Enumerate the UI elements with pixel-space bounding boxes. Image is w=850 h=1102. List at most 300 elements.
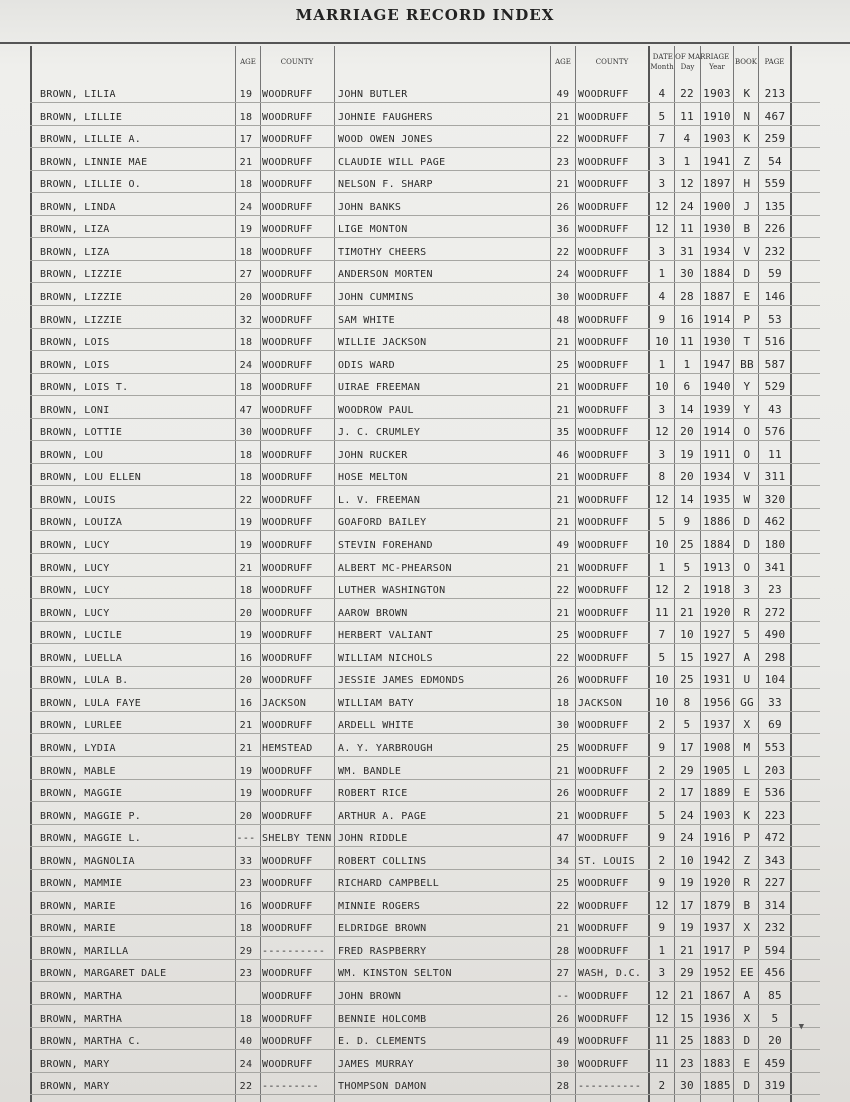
record-spouse: JOHNIE FAUGHERS bbox=[338, 111, 433, 123]
row-rule bbox=[30, 779, 820, 780]
record-name: BROWN, LIZZIE bbox=[40, 314, 123, 326]
record-spouse-county: ST. LOUIS bbox=[578, 855, 635, 867]
record-year: 1956 bbox=[703, 695, 731, 709]
record-age: 18 bbox=[239, 449, 253, 461]
margin-mark: ▼ bbox=[798, 1022, 804, 1032]
record-year: 1947 bbox=[703, 357, 731, 371]
record-name: BROWN, MARIE bbox=[40, 923, 116, 935]
record-spouse: JESSIE JAMES EDMONDS bbox=[338, 675, 465, 687]
record-county: WOODRUFF bbox=[262, 382, 313, 394]
record-spouse-county: WOODRUFF bbox=[578, 900, 629, 912]
record-spouse-county: WOODRUFF bbox=[578, 156, 629, 168]
record-book: D bbox=[743, 1034, 751, 1048]
record-name: BROWN, LINNIE MAE bbox=[40, 156, 148, 168]
record-day: 29 bbox=[680, 763, 694, 777]
row-rule bbox=[30, 192, 820, 193]
record-county: WOODRUFF bbox=[262, 291, 313, 303]
record-name: BROWN, LOUIZA bbox=[40, 517, 123, 529]
record-page: 490 bbox=[764, 628, 786, 642]
table-row bbox=[0, 895, 850, 915]
table-row bbox=[0, 1008, 850, 1028]
record-book: B bbox=[743, 898, 751, 912]
record-month: 9 bbox=[658, 740, 666, 754]
record-day: 17 bbox=[680, 786, 694, 800]
record-spouse-county: WOODRUFF bbox=[578, 494, 629, 506]
record-page: 11 bbox=[768, 447, 782, 461]
record-spouse-county: WOODRUFF bbox=[578, 179, 629, 191]
record-spouse-county: WOODRUFF bbox=[578, 878, 629, 890]
record-day: 1 bbox=[683, 357, 691, 371]
record-spouse: AAROW BROWN bbox=[338, 607, 408, 619]
record-year: 1889 bbox=[703, 786, 731, 800]
record-county: WOODRUFF bbox=[262, 427, 313, 439]
record-book: E bbox=[743, 786, 751, 800]
record-book: Y bbox=[743, 402, 751, 416]
record-name: BROWN, MARGARET DALE bbox=[40, 968, 167, 980]
header-date-of-marriage: DATE OF MARRIAGE bbox=[652, 53, 730, 61]
record-spouse-county: WOODRUFF bbox=[578, 765, 629, 777]
record-spouse: HERBERT VALIANT bbox=[338, 630, 433, 642]
record-year: 1939 bbox=[703, 402, 731, 416]
record-age: 22 bbox=[239, 1081, 253, 1093]
record-spouse-age: 23 bbox=[556, 156, 570, 168]
record-name: BROWN, LONI bbox=[40, 404, 110, 416]
record-spouse-age: 21 bbox=[556, 404, 570, 416]
record-spouse: JAMES MURRAY bbox=[338, 1058, 414, 1070]
record-spouse-age: 21 bbox=[556, 517, 570, 529]
record-spouse-age: 25 bbox=[556, 630, 570, 642]
row-rule bbox=[30, 981, 820, 982]
record-book: K bbox=[743, 87, 751, 100]
record-page: 314 bbox=[764, 898, 786, 912]
record-age: 18 bbox=[239, 382, 253, 394]
record-age: 27 bbox=[239, 269, 253, 281]
table-row bbox=[0, 421, 850, 441]
table-row bbox=[0, 850, 850, 870]
row-rule bbox=[30, 756, 820, 757]
record-name: BROWN, MAGGIE L. bbox=[40, 833, 142, 845]
record-county: WOODRUFF bbox=[262, 585, 313, 597]
record-spouse: RICHARD CAMPBELL bbox=[338, 878, 440, 890]
record-county: WOODRUFF bbox=[262, 765, 313, 777]
record-spouse: A. Y. YARBROUGH bbox=[338, 742, 433, 754]
record-page: 587 bbox=[764, 357, 786, 371]
row-rule bbox=[30, 553, 820, 554]
record-age: 19 bbox=[239, 540, 253, 551]
row-rule bbox=[30, 395, 820, 396]
record-name: BROWN, LUCY bbox=[40, 540, 110, 551]
record-year: 1916 bbox=[703, 831, 731, 845]
record-spouse: WILLIAM BATY bbox=[338, 697, 414, 709]
record-age: 19 bbox=[239, 630, 253, 642]
table-row bbox=[0, 624, 850, 644]
record-spouse-county: WOODRUFF bbox=[578, 833, 629, 845]
record-age: 18 bbox=[239, 179, 253, 191]
record-page: 53 bbox=[768, 312, 782, 326]
header-county: COUNTY bbox=[280, 58, 314, 66]
record-year: 1935 bbox=[703, 492, 731, 506]
table-row bbox=[0, 805, 850, 825]
record-county: ---------- bbox=[262, 945, 326, 957]
record-day: 1 bbox=[683, 154, 691, 168]
table-row bbox=[0, 714, 850, 734]
record-county: WOODRUFF bbox=[262, 720, 313, 732]
table-row bbox=[0, 1053, 850, 1073]
record-age: 33 bbox=[239, 855, 253, 867]
record-spouse: J. C. CRUMLEY bbox=[338, 427, 421, 439]
record-county: WOODRUFF bbox=[262, 991, 313, 1002]
record-county: WOODRUFF bbox=[262, 1058, 313, 1070]
record-day: 11 bbox=[680, 335, 694, 349]
record-spouse-age: 28 bbox=[556, 945, 570, 957]
record-spouse: E. D. CLEMENTS bbox=[338, 1036, 427, 1048]
record-year: 1884 bbox=[703, 267, 731, 281]
record-name: BROWN, LULA FAYE bbox=[40, 697, 142, 709]
table-row bbox=[0, 872, 850, 892]
record-spouse-age: 21 bbox=[556, 810, 570, 822]
record-day: 31 bbox=[680, 244, 694, 258]
record-page: 85 bbox=[768, 989, 782, 1002]
record-year: 1900 bbox=[703, 199, 731, 213]
record-name: BROWN, MAGGIE bbox=[40, 788, 123, 800]
record-age: 24 bbox=[239, 359, 253, 371]
row-rule bbox=[30, 666, 820, 667]
record-page: 472 bbox=[764, 831, 786, 845]
record-age: 23 bbox=[239, 968, 253, 980]
record-book: H bbox=[743, 177, 751, 191]
record-day: 15 bbox=[680, 650, 694, 664]
record-day: 30 bbox=[680, 1079, 694, 1093]
record-book: O bbox=[743, 560, 751, 574]
record-spouse-age: 24 bbox=[556, 269, 570, 281]
record-book: J bbox=[743, 199, 751, 213]
table-row bbox=[0, 263, 850, 283]
record-age: 40 bbox=[239, 1036, 253, 1048]
record-county: WOODRUFF bbox=[262, 314, 313, 326]
table-row bbox=[0, 827, 850, 847]
record-page: 227 bbox=[764, 876, 786, 890]
record-name: BROWN, LULA B. bbox=[40, 675, 129, 687]
record-day: 5 bbox=[683, 718, 691, 732]
record-spouse-age: 21 bbox=[556, 494, 570, 506]
record-page: 180 bbox=[764, 538, 786, 551]
record-book: D bbox=[743, 1079, 751, 1093]
record-spouse-age: 25 bbox=[556, 359, 570, 371]
record-county: WOODRUFF bbox=[262, 359, 313, 371]
record-spouse: MINNIE ROGERS bbox=[338, 900, 421, 912]
table-row bbox=[0, 151, 850, 171]
record-spouse-age: 22 bbox=[556, 900, 570, 912]
record-year: 1911 bbox=[703, 447, 731, 461]
record-year: 1920 bbox=[703, 605, 731, 619]
record-month: 4 bbox=[658, 87, 666, 100]
record-name: BROWN, MARTHA C. bbox=[40, 1036, 142, 1048]
record-year: 1883 bbox=[703, 1056, 731, 1070]
record-spouse-county: WOODRUFF bbox=[578, 404, 629, 416]
record-book: D bbox=[743, 538, 751, 551]
record-age: 17 bbox=[239, 134, 253, 146]
record-name: BROWN, MAMMIE bbox=[40, 878, 123, 890]
record-day: 24 bbox=[680, 199, 694, 213]
record-county: WOODRUFF bbox=[262, 269, 313, 281]
record-name: BROWN, MAGNOLIA bbox=[40, 855, 135, 867]
record-month: 2 bbox=[658, 853, 666, 867]
table-row bbox=[0, 241, 850, 261]
record-book: M bbox=[743, 740, 751, 754]
record-name: BROWN, LUCY bbox=[40, 585, 110, 597]
row-rule bbox=[30, 170, 820, 171]
table-row bbox=[0, 917, 850, 937]
record-spouse: JOHN RIDDLE bbox=[338, 833, 408, 845]
record-spouse-age: 49 bbox=[556, 1036, 570, 1048]
row-rule bbox=[30, 869, 820, 870]
record-month: 12 bbox=[655, 1011, 669, 1025]
row-rule bbox=[30, 237, 820, 238]
record-age: 18 bbox=[239, 337, 253, 349]
record-county: WOODRUFF bbox=[262, 404, 313, 416]
record-year: 1918 bbox=[703, 583, 731, 597]
record-county: JACKSON bbox=[262, 697, 307, 709]
record-page: 462 bbox=[764, 515, 786, 529]
record-spouse: SAM WHITE bbox=[338, 314, 395, 326]
record-county: WOODRUFF bbox=[262, 878, 313, 890]
record-age: 18 bbox=[239, 246, 253, 258]
record-month: 2 bbox=[658, 718, 666, 732]
record-year: 1903 bbox=[703, 87, 731, 100]
record-month: 10 bbox=[655, 695, 669, 709]
record-year: 1903 bbox=[703, 132, 731, 146]
row-rule bbox=[30, 733, 820, 734]
record-year: 1934 bbox=[703, 470, 731, 484]
record-spouse: ARTHUR A. PAGE bbox=[338, 810, 427, 822]
record-age: 19 bbox=[239, 788, 253, 800]
record-day: 24 bbox=[680, 808, 694, 822]
record-book: U bbox=[743, 673, 751, 687]
record-age: --- bbox=[236, 833, 256, 845]
record-day: 4 bbox=[683, 132, 691, 146]
record-spouse-county: WOODRUFF bbox=[578, 224, 629, 236]
record-year: 1920 bbox=[703, 876, 731, 890]
record-name: BROWN, MARIE bbox=[40, 900, 116, 912]
record-book: EE bbox=[740, 966, 754, 980]
record-spouse: JOHN BROWN bbox=[338, 991, 402, 1002]
record-spouse: L. V. FREEMAN bbox=[338, 494, 421, 506]
row-rule bbox=[30, 125, 820, 126]
record-name: BROWN, LOTTIE bbox=[40, 427, 123, 439]
record-month: 9 bbox=[658, 831, 666, 845]
record-age: 30 bbox=[239, 427, 253, 439]
record-page: 232 bbox=[764, 244, 786, 258]
record-book: GG bbox=[740, 695, 754, 709]
record-day: 10 bbox=[680, 853, 694, 867]
row-rule bbox=[30, 463, 820, 464]
record-age: 18 bbox=[239, 111, 253, 123]
record-book: Z bbox=[743, 154, 751, 168]
record-page: 213 bbox=[764, 87, 786, 100]
record-spouse-county: ---------- bbox=[578, 1081, 642, 1093]
record-book: N bbox=[743, 109, 751, 123]
record-spouse: WILLIAM NICHOLS bbox=[338, 652, 433, 664]
record-spouse: JOHN CUMMINS bbox=[338, 291, 414, 303]
record-spouse-age: 22 bbox=[556, 134, 570, 146]
record-spouse-county: WOODRUFF bbox=[578, 1058, 629, 1070]
record-county: WOODRUFF bbox=[262, 968, 313, 980]
record-page: 456 bbox=[764, 966, 786, 980]
row-rule bbox=[30, 147, 820, 148]
record-book: Z bbox=[743, 853, 751, 867]
record-spouse-county: WOODRUFF bbox=[578, 1013, 629, 1025]
record-book: L bbox=[743, 763, 751, 777]
record-year: 1914 bbox=[703, 425, 731, 439]
record-page: 559 bbox=[764, 177, 786, 191]
record-day: 14 bbox=[680, 492, 694, 506]
record-page: 320 bbox=[764, 492, 786, 506]
record-page: 33 bbox=[768, 695, 782, 709]
record-book: P bbox=[743, 943, 751, 957]
record-spouse-county: WOODRUFF bbox=[578, 652, 629, 664]
record-day: 15 bbox=[680, 1011, 694, 1025]
record-page: 529 bbox=[764, 380, 786, 394]
record-spouse-county: WOODRUFF bbox=[578, 111, 629, 123]
record-year: 1910 bbox=[703, 109, 731, 123]
record-name: BROWN, MABLE bbox=[40, 765, 116, 777]
record-book: E bbox=[743, 1056, 751, 1070]
record-county: WOODRUFF bbox=[262, 156, 313, 168]
record-year: 1917 bbox=[703, 943, 731, 957]
record-name: BROWN, LIZZIE bbox=[40, 269, 123, 281]
record-day: 19 bbox=[680, 876, 694, 890]
record-month: 1 bbox=[658, 357, 666, 371]
row-rule bbox=[30, 305, 820, 306]
record-day: 30 bbox=[680, 267, 694, 281]
record-county: WOODRUFF bbox=[262, 517, 313, 529]
record-county: WOODRUFF bbox=[262, 224, 313, 236]
record-book: O bbox=[743, 447, 751, 461]
record-spouse-age: 21 bbox=[556, 472, 570, 484]
record-age: 20 bbox=[239, 810, 253, 822]
record-county: WOODRUFF bbox=[262, 1036, 313, 1048]
record-age: 47 bbox=[239, 404, 253, 416]
row-rule bbox=[30, 102, 820, 103]
record-month: 12 bbox=[655, 425, 669, 439]
record-year: 1903 bbox=[703, 808, 731, 822]
record-spouse-age: 18 bbox=[556, 697, 570, 709]
row-rule bbox=[30, 440, 820, 441]
header-year: Year bbox=[709, 63, 725, 71]
record-spouse-age: 21 bbox=[556, 179, 570, 191]
record-spouse-county: WOODRUFF bbox=[578, 382, 629, 394]
record-age: 16 bbox=[239, 697, 253, 709]
record-spouse-age: 26 bbox=[556, 201, 570, 213]
record-spouse-age: 21 bbox=[556, 337, 570, 349]
record-spouse-age: 25 bbox=[556, 878, 570, 890]
record-month: 1 bbox=[658, 943, 666, 957]
record-day: 14 bbox=[680, 402, 694, 416]
record-spouse-age: 21 bbox=[556, 765, 570, 777]
record-month: 9 bbox=[658, 876, 666, 890]
record-name: BROWN, LUCY bbox=[40, 562, 110, 574]
record-book: B bbox=[743, 222, 751, 236]
record-spouse: ODIS WARD bbox=[338, 359, 395, 371]
record-county: WOODRUFF bbox=[262, 900, 313, 912]
record-day: 2 bbox=[683, 583, 691, 597]
record-county: WOODRUFF bbox=[262, 788, 313, 800]
record-month: 5 bbox=[658, 808, 666, 822]
record-month: 9 bbox=[658, 921, 666, 935]
record-month: 3 bbox=[658, 966, 666, 980]
record-spouse: HOSE MELTON bbox=[338, 472, 408, 484]
record-spouse-county: WOODRUFF bbox=[578, 675, 629, 687]
header-page: PAGE bbox=[764, 58, 785, 66]
record-book: E bbox=[743, 289, 751, 303]
record-month: 12 bbox=[655, 583, 669, 597]
record-age: 16 bbox=[239, 900, 253, 912]
table-row bbox=[0, 128, 850, 148]
record-day: 17 bbox=[680, 898, 694, 912]
record-spouse-county: WOODRUFF bbox=[578, 472, 629, 484]
record-month: 7 bbox=[658, 628, 666, 642]
row-rule bbox=[30, 914, 820, 915]
record-spouse: BENNIE HOLCOMB bbox=[338, 1013, 427, 1025]
record-spouse-age: 26 bbox=[556, 675, 570, 687]
record-page: 232 bbox=[764, 921, 786, 935]
record-book: T bbox=[743, 335, 751, 349]
table-row bbox=[0, 354, 850, 374]
record-month: 11 bbox=[655, 1056, 669, 1070]
table-row bbox=[0, 579, 850, 599]
record-book: R bbox=[743, 605, 751, 619]
record-page: 594 bbox=[764, 943, 786, 957]
record-month: 11 bbox=[655, 605, 669, 619]
record-month: 2 bbox=[658, 786, 666, 800]
record-spouse-age: 35 bbox=[556, 427, 570, 439]
record-spouse-county: WOODRUFF bbox=[578, 788, 629, 800]
record-spouse-county: WOODRUFF bbox=[578, 449, 629, 461]
page-title: MARRIAGE RECORD INDEX bbox=[295, 6, 555, 24]
record-page: 43 bbox=[768, 402, 782, 416]
record-name: BROWN, LOIS bbox=[40, 337, 110, 349]
record-day: 21 bbox=[680, 943, 694, 957]
record-month: 8 bbox=[658, 470, 666, 484]
record-spouse: JOHN BANKS bbox=[338, 201, 402, 213]
table-row bbox=[0, 534, 850, 554]
record-year: 1885 bbox=[703, 1079, 731, 1093]
record-page: 23 bbox=[768, 583, 782, 597]
record-month: 2 bbox=[658, 763, 666, 777]
record-book: K bbox=[743, 808, 751, 822]
record-county: WOODRUFF bbox=[262, 89, 313, 100]
record-spouse-county: WOODRUFF bbox=[578, 291, 629, 303]
table-row bbox=[0, 940, 850, 960]
record-year: 1897 bbox=[703, 177, 731, 191]
record-spouse-age: 49 bbox=[556, 540, 570, 551]
record-spouse-age: 21 bbox=[556, 111, 570, 123]
record-month: 12 bbox=[655, 492, 669, 506]
record-month: 3 bbox=[658, 447, 666, 461]
record-name: BROWN, LOU bbox=[40, 449, 104, 461]
row-rule bbox=[30, 643, 820, 644]
record-county: WOODRUFF bbox=[262, 675, 313, 687]
record-month: 10 bbox=[655, 380, 669, 394]
record-month: 12 bbox=[655, 898, 669, 912]
record-age: 29 bbox=[239, 945, 253, 957]
record-year: 1942 bbox=[703, 853, 731, 867]
record-spouse-county: WOODRUFF bbox=[578, 810, 629, 822]
record-name: BROWN, LILIA bbox=[40, 89, 116, 100]
record-age: 21 bbox=[239, 562, 253, 574]
record-county: WOODRUFF bbox=[262, 810, 313, 822]
record-month: 5 bbox=[658, 650, 666, 664]
